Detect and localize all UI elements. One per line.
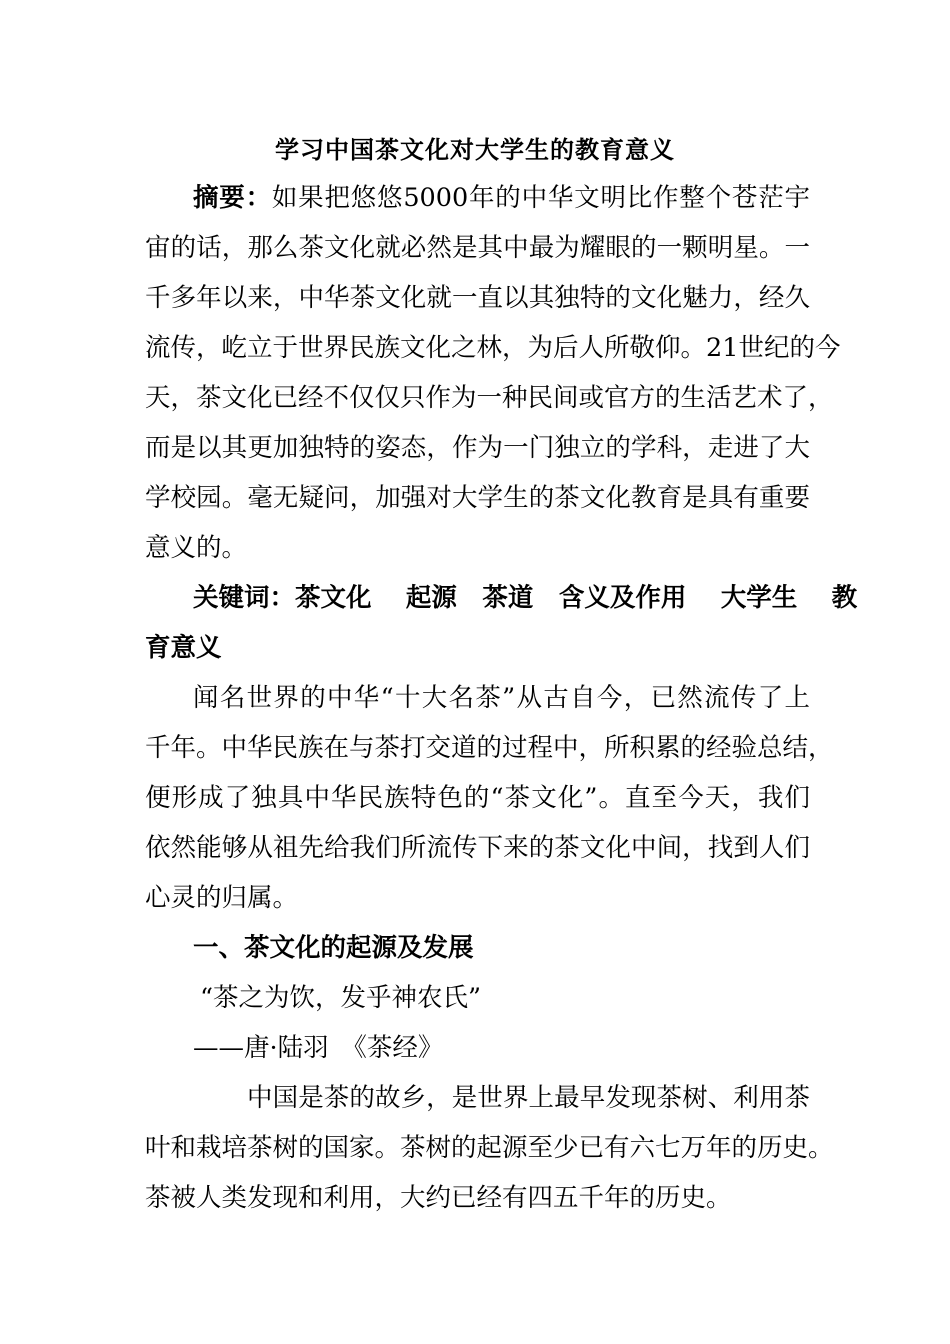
abstract-line-2: 宙的话，那么茶文化就必然是其中最为耀眼的一颗明星。一 — [145, 233, 810, 263]
section-line-2: 叶和栽培茶树的国家。茶树的起源至少已有六七万年的历史。 — [145, 1133, 834, 1163]
abstract-line-6: 而是以其更加独特的姿态，作为一门独立的学科，走进了大 — [145, 433, 810, 463]
epigraph-attribution: ——唐·陆羽 《茶经》 — [193, 1033, 444, 1063]
section-heading: 一、茶文化的起源及发展 — [193, 933, 474, 963]
abstract-text: 如果把悠悠5000年的中华文明比作整个苍茫宇 — [271, 183, 810, 213]
intro-line-4: 依然能够从祖先给我们所流传下来的茶文化中间，找到人们 — [145, 833, 810, 863]
abstract-line-5: 天，茶文化已经不仅仅只作为一种民间或官方的生活艺术了， — [145, 383, 834, 413]
epigraph-quote: “茶之为饮，发乎神农氏” — [200, 983, 482, 1013]
section-line-1: 中国是茶的故乡，是世界上最早发现茶树、利用茶 — [247, 1083, 810, 1113]
document-title: 学习中国茶文化对大学生的教育意义 — [275, 135, 675, 164]
intro-line-1: 闻名世界的中华“十大名茶”从古自今，已然流传了上 — [193, 683, 810, 713]
abstract-line-1 — [193, 180, 810, 216]
intro-line-3: 便形成了独具中华民族特色的“茶文化”。直至今天，我们 — [145, 783, 810, 813]
section-line-3: 茶被人类发现和利用，大约已经有四五千年的历史。 — [145, 1183, 732, 1213]
keywords-line-2: 育意义 — [145, 633, 222, 663]
abstract-line-4: 流传，屹立于世界民族文化之林，为后人所敬仰。21世纪的今 — [145, 333, 841, 363]
abstract-label: 摘要： — [193, 183, 272, 213]
keywords-line-1: 关键词：茶文化 起源 茶道 含义及作用 大学生 教 — [193, 583, 858, 613]
abstract-line-7: 学校园。毫无疑问，加强对大学生的茶文化教育是具有重要 — [145, 483, 810, 513]
abstract-line-8: 意义的。 — [145, 533, 248, 563]
intro-line-5: 心灵的归属。 — [145, 883, 299, 913]
intro-line-2: 千年。中华民族在与茶打交道的过程中，所积累的经验总结， — [145, 733, 834, 763]
abstract-line-3: 千多年以来，中华茶文化就一直以其独特的文化魅力，经久 — [145, 283, 810, 313]
